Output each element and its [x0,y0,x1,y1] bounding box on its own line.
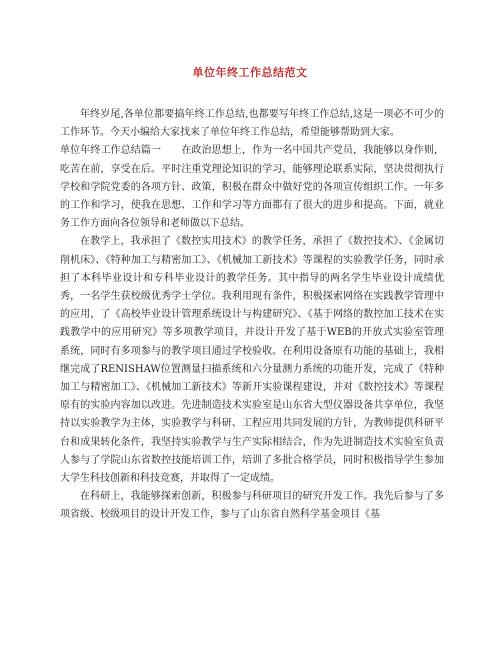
research-paragraph: 在科研上，我能够探索创新，积极参与科研项目的研究开发工作。我先后参与了多项省级、校级项目的设计开发工作，参与了山东省自然科学基金项目《基 [60,491,444,521]
section-one-paragraph [60,142,444,233]
section-first-paragraph: 在政治思想上，作为一名中国共产党员，我能够以身作则，吃苦在前，享受在后。平时注重党理论知识的学习，能够理论联系实际，坚决贯彻执行学校和学院党委的各项方针、政策，积极在群众中做好党的各项宣传组织工作。一年多的工作和学习，使我在思想、工作和学习等方面都有了很大的进步和提高。下面，就业务工作方面向各位领导和老师做以下总结。 [60,145,445,230]
document-title: 单位年终工作总结范文 [192,66,308,79]
section-heading-gap [161,145,181,156]
intro-paragraph: 年终岁尾,各单位都要搞年终工作总结,也都要写年终工作总结,这是一项必不可少的工作环节。今天小编给大家找来了单位年终工作总结，希望能够帮助到大家。 [60,109,444,139]
section-heading: 单位年终工作总结篇一 [60,145,162,157]
document-body [60,106,444,525]
teaching-paragraph: 在教学上，我承担了《数控实用技术》的教学任务，承担了《数控技术》、《金属切削机床》、《特种加工与精密加工》、《机械加工新技术》等课程的实验教学任务，同时承担了本科毕业设计和专科毕业设计的教学任务。其中指导的两名学生毕业设计成绩优秀，一名学生获校级优秀学士学位。我利用现有条件，积极探索网络在实践教学管理中的应用，了《高校毕业设计管理系统设计与构建研究》、《基于网络的数控加工技术在实践教学中的应用研究》等多项教学项目，并设计开发了基于WEB的开放式实验室管理系统，同时有多项参与的教学项目通过学校验收。在利用设备原有功能的基础上，我相继完成了RENISHAW位置测量扫描系统和六分量测力系统的功能开发，完成了《特种加工与精密加工》、《机械加工新技术》等新开实验课程建设，并对《数控技术》等课程原有的实验内容加以改进。先进制造技术实验室是山东省大型仪器设备共享单位，我坚持以实验教学为主体，实验教学与科研、工程应用共同发展的方针，为教师提供科研平台和成果转化条件，我坚持实验教学与生产实际相结合，作为先进制造技术实验室负责人参与了学院山东省数控技能培训工作，培训了多批合格学员，同时积极指导学生参加大学生科技创新和科技竞赛，并取得了一定成绩。 [60,236,444,485]
